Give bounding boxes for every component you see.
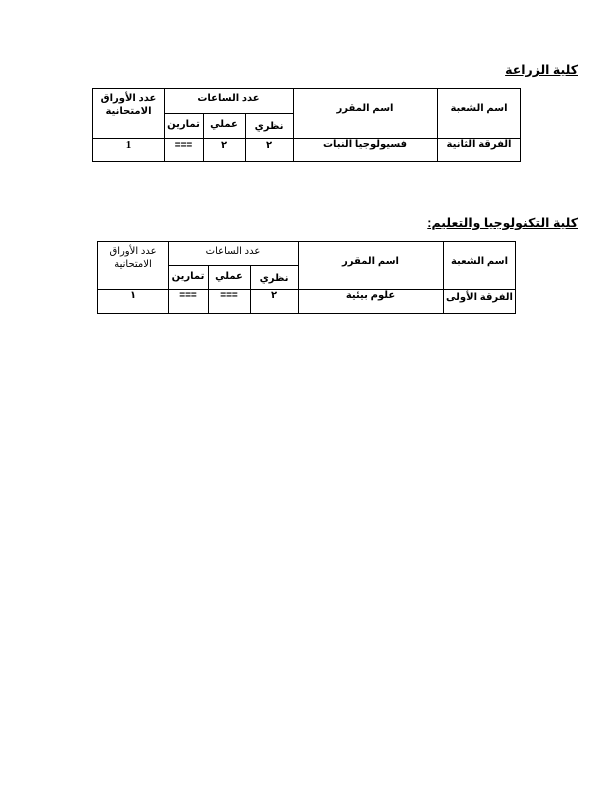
header-division: اسم الشعبة <box>450 255 509 267</box>
header-theoretical: نظري <box>259 272 289 284</box>
cell-theoretical: ٢ <box>270 289 278 301</box>
header-exercises: تمارين <box>167 119 200 131</box>
header-hours-group: عدد الساعات <box>205 245 261 257</box>
header-exercises: تمارين <box>171 270 205 282</box>
header-course: اسم المقرر <box>342 255 399 267</box>
technology-education-table <box>97 241 516 314</box>
cell-course: علوم بيئية <box>345 289 396 301</box>
cell-division: الفرقة الثانية <box>446 138 512 150</box>
header-theoretical: نظري <box>254 121 284 133</box>
cell-exercises: === <box>179 289 197 301</box>
cell-exercises: === <box>174 139 193 151</box>
cell-theoretical: ٢ <box>265 139 273 151</box>
cell-division: الفرقة الأولى <box>446 291 513 303</box>
cell-practical: === <box>220 289 238 301</box>
section-title-agriculture: كلية الزراعة <box>505 63 578 77</box>
section-title-technology-education: كلية التكنولوجيا والتعليم: <box>427 216 578 230</box>
header-exam-papers: عدد الأوراق الامتحانية <box>100 93 157 117</box>
header-division: اسم الشعبة <box>450 102 508 114</box>
cell-exam-papers: ١ <box>129 289 137 301</box>
header-practical: عملي <box>215 270 243 282</box>
cell-practical: ٢ <box>220 139 228 151</box>
agriculture-table <box>92 88 521 162</box>
header-exam-papers: عدد الأوراق الامتحانية <box>109 246 157 270</box>
header-practical: عملي <box>210 119 238 131</box>
header-course: اسم المقرر <box>336 102 394 114</box>
cell-course: فسيولوجيا النبات <box>322 138 408 150</box>
cell-exam-papers: 1 <box>125 139 132 152</box>
header-hours-group: عدد الساعات <box>197 92 260 104</box>
